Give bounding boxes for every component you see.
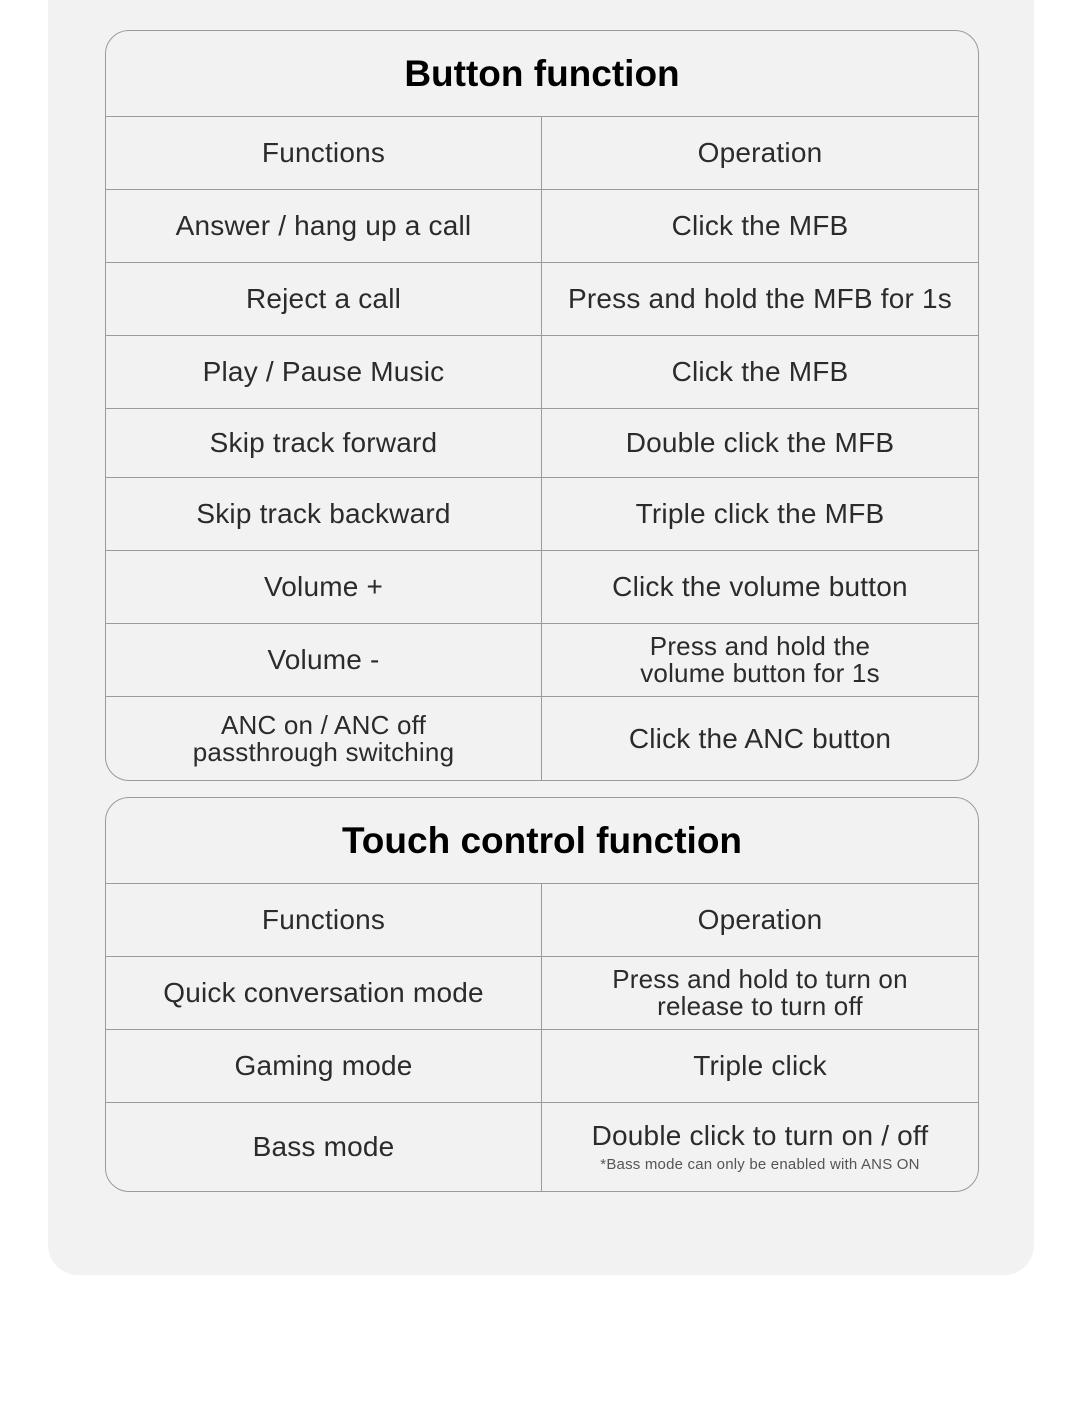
operation-header: Operation <box>697 136 823 168</box>
table-header-row <box>106 884 978 957</box>
operation-cell <box>542 624 978 696</box>
functions-header: Functions <box>106 884 542 956</box>
table-row <box>106 263 978 336</box>
operation-cell: Click the ANC button <box>628 722 892 754</box>
function-line: passthrough switching <box>192 737 455 767</box>
bass-mode-note: *Bass mode can only be enabled with ANS ON <box>600 1155 920 1173</box>
operation-cell <box>542 1103 978 1191</box>
operation-cell <box>542 957 978 1029</box>
table-row <box>106 1103 978 1191</box>
table-row <box>106 957 978 1030</box>
operation-cell: Triple click <box>693 1049 827 1081</box>
function-cell: Reject a call <box>106 263 542 335</box>
function-cell: Play / Pause Music <box>106 336 542 408</box>
table-row <box>106 409 978 478</box>
table-row <box>106 697 978 781</box>
function-line: ANC on / ANC off <box>220 710 427 741</box>
operation-header: Operation <box>697 903 823 935</box>
touch-control-title: Touch control function <box>106 798 978 884</box>
button-function-table <box>105 30 979 781</box>
operation-line: Double click to turn on / off <box>591 1120 929 1152</box>
table-row <box>106 551 978 624</box>
table-row <box>106 190 978 263</box>
table-header-row <box>106 117 978 190</box>
operation-cell: Click the MFB <box>671 209 849 241</box>
operation-cell: Click the MFB <box>671 355 849 387</box>
function-cell: Skip track forward <box>106 409 542 477</box>
table-row <box>106 1030 978 1103</box>
operation-cell: Click the volume button <box>612 570 908 602</box>
operation-cell: Press and hold the MFB for 1s <box>568 282 952 314</box>
operation-line: Press and hold to turn on <box>612 964 908 995</box>
table-row <box>106 336 978 409</box>
function-cell: Volume - <box>106 624 542 696</box>
function-cell: Volume + <box>106 551 542 623</box>
function-cell: Quick conversation mode <box>106 957 542 1029</box>
operation-line: release to turn off <box>657 991 863 1021</box>
operation-line: Press and hold the <box>649 631 871 662</box>
operation-line: volume button for 1s <box>640 658 880 688</box>
function-cell <box>106 697 542 781</box>
function-cell: Gaming mode <box>106 1030 542 1102</box>
table-row <box>106 478 978 551</box>
operation-cell: Triple click the MFB <box>635 497 885 529</box>
functions-header: Functions <box>106 117 542 189</box>
button-function-title: Button function <box>106 31 978 117</box>
table-row <box>106 624 978 697</box>
touch-control-table <box>105 797 979 1192</box>
function-cell: Skip track backward <box>106 478 542 550</box>
function-cell: Answer / hang up a call <box>106 190 542 262</box>
function-cell: Bass mode <box>106 1103 542 1191</box>
operation-cell: Double click the MFB <box>625 426 895 458</box>
